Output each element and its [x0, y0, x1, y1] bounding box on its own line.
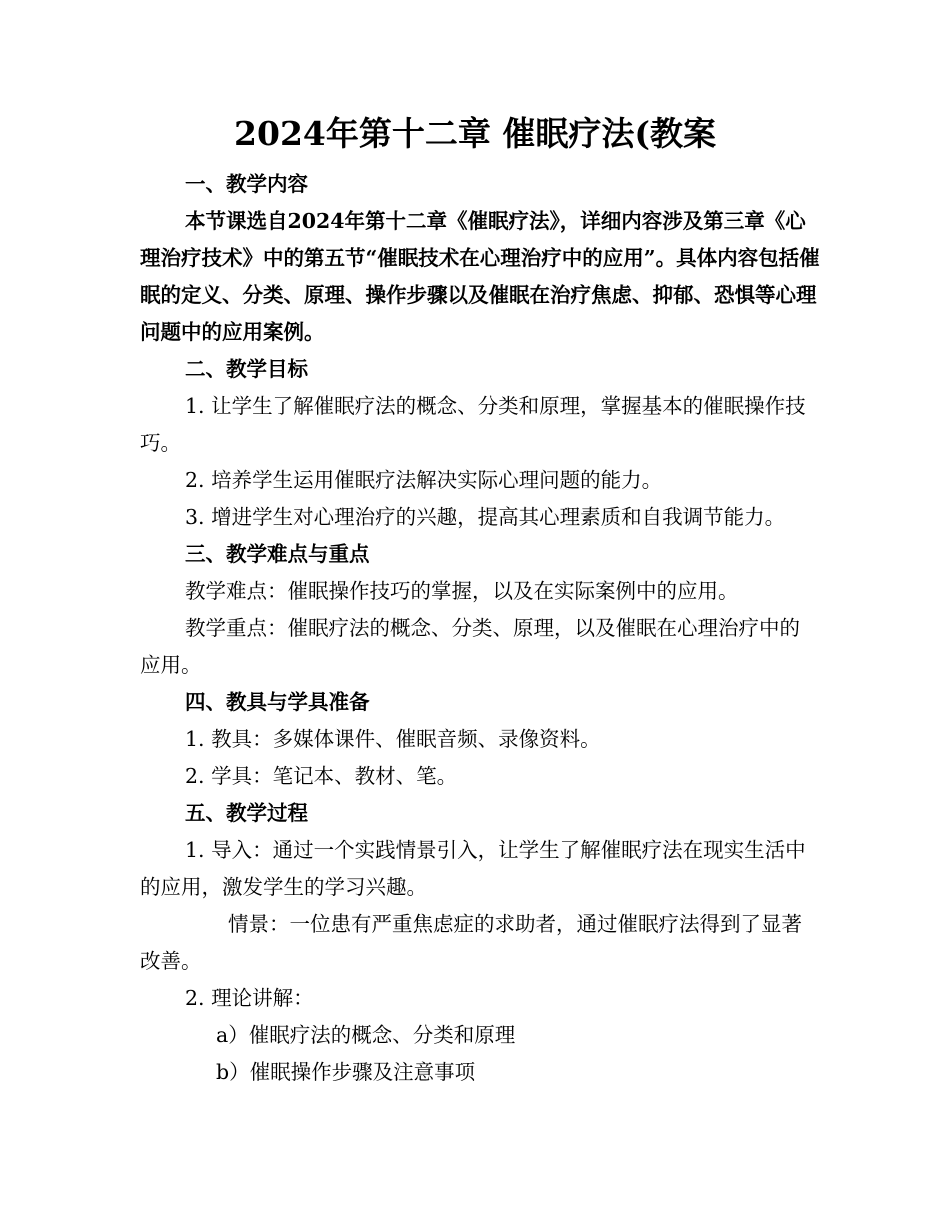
- section-heading-process: 五、教学过程: [185, 801, 308, 825]
- goal-item-1: 1. 让学生了解催眠疗法的概念、分类和原理，掌握基本的催眠操作技巧。: [140, 394, 806, 455]
- content-paragraph: 本节课选自2024年第十二章《催眠疗法》，详细内容涉及第三章《心理治疗技术》中的第五节“催眠技术在心理治疗中的应用”。具体内容包括催眠的定义、分类、原理、操作步骤以及催眠在治疗焦虑、抑郁、恐惧等心理问题中的应用案例。: [140, 209, 820, 344]
- section-heading-tools: 四、教具与学具准备: [185, 690, 370, 714]
- process-theory: 2. 理论讲解：: [185, 986, 314, 1010]
- process-intro: 1. 导入：通过一个实践情景引入，让学生了解催眠疗法在现实生活中的应用，激发学生的学习兴趣。: [140, 838, 806, 899]
- section-heading-goals: 二、教学目标: [185, 357, 308, 381]
- goal-item-2: 2. 培养学生运用催眠疗法解决实际心理问题的能力。: [185, 468, 663, 492]
- document-title: 2024年第十二章 催眠疗法(教案: [234, 114, 716, 153]
- difficulty-paragraph: 教学难点：催眠操作技巧的掌握，以及在实际案例中的应用。: [185, 579, 739, 603]
- process-sub-item-a: a）催眠疗法的概念、分类和原理: [216, 1023, 516, 1047]
- tool-item-2: 2. 学具：笔记本、教材、笔。: [185, 764, 458, 788]
- goal-item-3: 3. 增进学生对心理治疗的兴趣，提高其心理素质和自我调节能力。: [185, 505, 786, 529]
- tool-item-1: 1. 教具：多媒体课件、催眠音频、录像资料。: [185, 727, 601, 751]
- section-heading-content: 一、教学内容: [185, 172, 308, 196]
- key-point-paragraph: 教学重点：催眠疗法的概念、分类、原理，以及催眠在心理治疗中的应用。: [140, 616, 800, 677]
- section-heading-difficulties: 三、教学难点与重点: [185, 542, 370, 566]
- process-scenario: 情景：一位患有严重焦虑症的求助者，通过催眠疗法得到了显著改善。: [140, 912, 802, 973]
- process-sub-item-b: b）催眠操作步骤及注意事项: [216, 1060, 476, 1084]
- document-body: [140, 166, 820, 1091]
